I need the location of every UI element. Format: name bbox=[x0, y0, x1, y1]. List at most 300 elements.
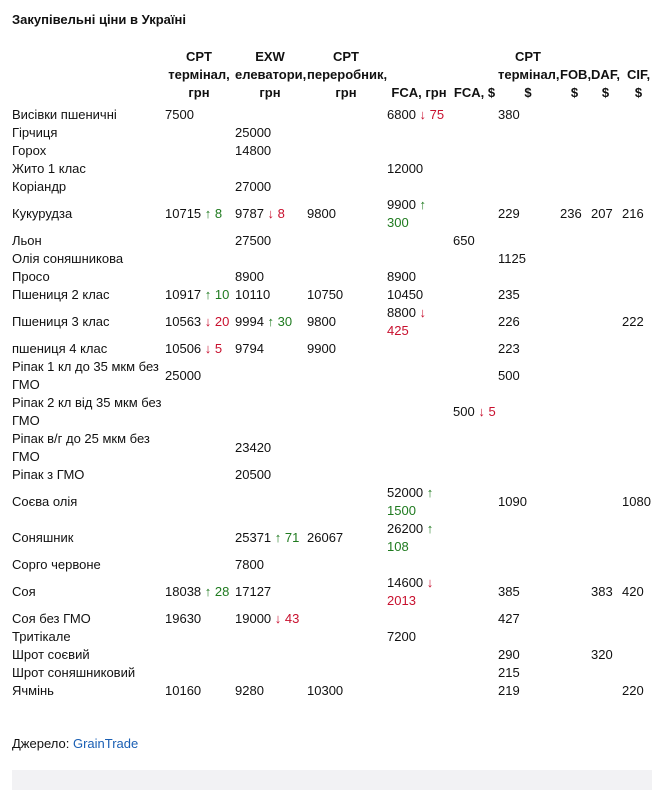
price-cell bbox=[163, 268, 233, 286]
price-cell bbox=[305, 646, 385, 664]
table-row bbox=[10, 682, 655, 700]
price-value: 26200 bbox=[387, 521, 424, 536]
price-cell bbox=[620, 178, 655, 196]
price-cell bbox=[451, 520, 496, 556]
price-cell bbox=[233, 394, 305, 430]
price-cell bbox=[589, 340, 620, 358]
price-cell bbox=[451, 250, 496, 268]
footer-bar bbox=[12, 770, 652, 790]
table-row bbox=[10, 160, 655, 178]
price-cell bbox=[233, 628, 305, 646]
price-cell bbox=[496, 520, 558, 556]
price-cell bbox=[496, 250, 558, 268]
price-cell bbox=[589, 520, 620, 556]
price-cell bbox=[496, 466, 558, 484]
price-cell bbox=[558, 520, 589, 556]
price-cell bbox=[163, 124, 233, 142]
arrow-down-icon: ↓ bbox=[204, 341, 212, 356]
arrow-down-icon: ↓ bbox=[419, 107, 427, 122]
price-cell bbox=[558, 628, 589, 646]
price-cell bbox=[305, 430, 385, 466]
price-cell bbox=[233, 556, 305, 574]
price-change: 71 bbox=[284, 530, 300, 545]
price-cell bbox=[163, 196, 233, 232]
price-cell bbox=[589, 430, 620, 466]
commodity-name: Тритікале bbox=[12, 629, 71, 644]
price-cell bbox=[385, 250, 451, 268]
price-cell bbox=[558, 556, 589, 574]
price-cell bbox=[496, 430, 558, 466]
price-value: 427 bbox=[498, 611, 520, 626]
price-cell bbox=[558, 178, 589, 196]
price-cell bbox=[385, 556, 451, 574]
price-cell bbox=[163, 106, 233, 124]
price-cell bbox=[451, 124, 496, 142]
price-cell bbox=[305, 124, 385, 142]
price-cell bbox=[558, 232, 589, 250]
price-value: 6800 bbox=[387, 107, 416, 122]
price-cell bbox=[385, 304, 451, 340]
price-cell bbox=[305, 574, 385, 610]
column-header: CIF, $ bbox=[626, 67, 651, 100]
price-cell bbox=[305, 286, 385, 304]
price-value: 500 bbox=[498, 368, 520, 383]
price-cell bbox=[558, 466, 589, 484]
price-cell bbox=[163, 610, 233, 628]
column-header: DAF, $ bbox=[591, 67, 620, 100]
price-cell bbox=[451, 340, 496, 358]
table-row bbox=[10, 178, 655, 196]
price-cell bbox=[558, 124, 589, 142]
table-row bbox=[10, 628, 655, 646]
price-value: 220 bbox=[622, 683, 644, 698]
price-value: 10450 bbox=[387, 287, 424, 302]
price-cell bbox=[233, 520, 305, 556]
price-cell bbox=[496, 358, 558, 394]
commodity-name: Ріпак в/г до 25 мкм без ГМО bbox=[12, 431, 150, 464]
price-cell bbox=[589, 196, 620, 232]
price-cell bbox=[558, 574, 589, 610]
price-cell bbox=[233, 124, 305, 142]
price-cell bbox=[163, 340, 233, 358]
table-row bbox=[10, 520, 655, 556]
price-cell bbox=[163, 682, 233, 700]
price-value: 215 bbox=[498, 665, 520, 680]
price-cell bbox=[385, 232, 451, 250]
price-cell bbox=[620, 232, 655, 250]
price-cell bbox=[451, 142, 496, 160]
price-cell bbox=[233, 574, 305, 610]
price-cell bbox=[558, 340, 589, 358]
price-value: 219 bbox=[498, 683, 520, 698]
price-value: 236 bbox=[560, 206, 582, 221]
column-header: EXW елеватори, грн bbox=[235, 49, 307, 100]
column-header: FCA, $ bbox=[453, 85, 496, 100]
price-value: 10110 bbox=[235, 287, 271, 302]
commodity-name: пшениця 4 клас bbox=[12, 341, 108, 356]
price-value: 385 bbox=[498, 584, 520, 599]
table-row bbox=[10, 646, 655, 664]
price-cell bbox=[385, 484, 451, 520]
price-cell bbox=[620, 556, 655, 574]
price-cell bbox=[451, 268, 496, 286]
price-value: 650 bbox=[453, 233, 475, 248]
price-value: 27500 bbox=[235, 233, 272, 248]
price-change: 300 bbox=[387, 215, 409, 230]
price-cell bbox=[163, 556, 233, 574]
price-value: 8900 bbox=[387, 269, 416, 284]
table-row bbox=[10, 106, 655, 124]
price-cell bbox=[620, 106, 655, 124]
price-cell bbox=[451, 646, 496, 664]
column-header: CPT термінал, грн bbox=[168, 49, 230, 100]
price-value: 9794 bbox=[235, 341, 264, 356]
price-cell bbox=[233, 250, 305, 268]
price-cell bbox=[589, 358, 620, 394]
price-cell bbox=[620, 430, 655, 466]
price-change: 30 bbox=[277, 314, 293, 329]
price-cell bbox=[589, 556, 620, 574]
commodity-name: Гірчиця bbox=[12, 125, 58, 140]
table-row bbox=[10, 466, 655, 484]
price-cell bbox=[163, 484, 233, 520]
price-cell bbox=[385, 160, 451, 178]
price-cell bbox=[451, 178, 496, 196]
price-cell bbox=[233, 610, 305, 628]
price-cell bbox=[496, 124, 558, 142]
price-cell bbox=[451, 682, 496, 700]
table-row bbox=[10, 250, 655, 268]
price-cell bbox=[451, 232, 496, 250]
price-cell bbox=[589, 466, 620, 484]
arrow-down-icon: ↓ bbox=[267, 206, 275, 221]
price-change: 20 bbox=[214, 314, 230, 329]
table-row bbox=[10, 664, 655, 682]
price-cell bbox=[620, 664, 655, 682]
table-header-row bbox=[10, 48, 655, 106]
table-row bbox=[10, 142, 655, 160]
price-cell bbox=[589, 178, 620, 196]
price-cell bbox=[496, 268, 558, 286]
price-cell bbox=[305, 556, 385, 574]
price-cell bbox=[558, 358, 589, 394]
source-line bbox=[12, 736, 138, 751]
price-cell bbox=[589, 304, 620, 340]
price-cell bbox=[620, 484, 655, 520]
price-value: 19630 bbox=[165, 611, 202, 626]
price-change: 5 bbox=[488, 404, 496, 419]
table-row bbox=[10, 430, 655, 466]
price-value: 420 bbox=[622, 584, 644, 599]
price-cell bbox=[558, 682, 589, 700]
price-cell bbox=[305, 178, 385, 196]
price-cell bbox=[589, 664, 620, 682]
price-cell bbox=[233, 484, 305, 520]
price-value: 229 bbox=[498, 206, 520, 221]
price-value: 9994 bbox=[235, 314, 264, 329]
price-cell bbox=[163, 142, 233, 160]
table-row bbox=[10, 268, 655, 286]
price-cell bbox=[496, 232, 558, 250]
price-cell bbox=[451, 430, 496, 466]
table-row bbox=[10, 574, 655, 610]
price-cell bbox=[233, 358, 305, 394]
price-cell bbox=[233, 160, 305, 178]
price-cell bbox=[496, 682, 558, 700]
arrow-down-icon: ↓ bbox=[426, 575, 434, 590]
price-cell bbox=[620, 340, 655, 358]
price-cell bbox=[558, 106, 589, 124]
price-cell bbox=[620, 610, 655, 628]
arrow-up-icon: ↑ bbox=[419, 197, 427, 212]
arrow-up-icon: ↑ bbox=[204, 287, 212, 302]
price-cell bbox=[305, 106, 385, 124]
price-value: 10160 bbox=[165, 683, 202, 698]
price-value: 25371 bbox=[235, 530, 272, 545]
table-row bbox=[10, 124, 655, 142]
table-row bbox=[10, 340, 655, 358]
price-cell bbox=[451, 484, 496, 520]
table-row bbox=[10, 358, 655, 394]
price-value: 23420 bbox=[235, 440, 272, 455]
price-cell bbox=[496, 484, 558, 520]
price-cell bbox=[496, 304, 558, 340]
column-header: FCA, грн bbox=[391, 85, 447, 100]
price-cell bbox=[305, 358, 385, 394]
price-cell bbox=[233, 466, 305, 484]
price-cell bbox=[385, 682, 451, 700]
price-cell bbox=[233, 664, 305, 682]
price-value: 10300 bbox=[307, 683, 344, 698]
price-cell bbox=[385, 268, 451, 286]
commodity-name: Льон bbox=[12, 233, 42, 248]
price-change: 5 bbox=[214, 341, 223, 356]
price-cell bbox=[233, 430, 305, 466]
price-cell bbox=[496, 196, 558, 232]
commodity-name: Олія соняшникова bbox=[12, 251, 124, 266]
price-cell bbox=[163, 250, 233, 268]
price-cell bbox=[496, 664, 558, 682]
price-cell bbox=[620, 304, 655, 340]
price-cell bbox=[589, 142, 620, 160]
price-cell bbox=[496, 142, 558, 160]
price-value: 320 bbox=[591, 647, 613, 662]
price-cell bbox=[620, 124, 655, 142]
table-row bbox=[10, 286, 655, 304]
price-cell bbox=[385, 106, 451, 124]
price-cell bbox=[496, 556, 558, 574]
price-value: 207 bbox=[591, 206, 613, 221]
price-cell bbox=[451, 610, 496, 628]
price-cell bbox=[620, 160, 655, 178]
price-value: 1125 bbox=[498, 251, 526, 266]
price-cell bbox=[385, 466, 451, 484]
commodity-name: Просо bbox=[12, 269, 50, 284]
commodity-name: Сорго червоне bbox=[12, 557, 101, 572]
price-cell bbox=[233, 196, 305, 232]
price-cell bbox=[558, 268, 589, 286]
price-value: 18038 bbox=[165, 584, 202, 599]
price-cell bbox=[620, 646, 655, 664]
price-cell bbox=[620, 628, 655, 646]
commodity-name: Пшениця 3 клас bbox=[12, 314, 110, 329]
source-label: Джерело: bbox=[12, 736, 70, 751]
price-cell bbox=[233, 304, 305, 340]
price-change: 8 bbox=[214, 206, 223, 221]
arrow-down-icon: ↓ bbox=[419, 305, 427, 320]
price-cell bbox=[233, 142, 305, 160]
price-cell bbox=[451, 106, 496, 124]
price-cell bbox=[558, 142, 589, 160]
price-cell bbox=[385, 196, 451, 232]
price-cell bbox=[385, 124, 451, 142]
price-change: 8 bbox=[277, 206, 285, 221]
price-cell bbox=[620, 142, 655, 160]
price-cell bbox=[558, 286, 589, 304]
price-cell bbox=[620, 286, 655, 304]
price-cell bbox=[163, 232, 233, 250]
price-cell bbox=[451, 466, 496, 484]
price-value: 1090 bbox=[498, 494, 527, 509]
table-row bbox=[10, 304, 655, 340]
price-value: 9900 bbox=[387, 197, 416, 212]
price-cell bbox=[385, 178, 451, 196]
arrow-down-icon: ↓ bbox=[204, 314, 212, 329]
price-cell bbox=[305, 628, 385, 646]
price-cell bbox=[496, 160, 558, 178]
price-cell bbox=[163, 358, 233, 394]
price-cell bbox=[163, 628, 233, 646]
commodity-name: Висівки пшеничні bbox=[12, 107, 117, 122]
price-cell bbox=[233, 682, 305, 700]
column-header: FOB, $ bbox=[560, 67, 592, 100]
price-cell bbox=[496, 646, 558, 664]
price-value: 25000 bbox=[165, 368, 202, 383]
price-cell bbox=[589, 106, 620, 124]
price-cell bbox=[305, 250, 385, 268]
price-cell bbox=[163, 646, 233, 664]
price-change: 2013 bbox=[387, 593, 416, 608]
price-cell bbox=[558, 196, 589, 232]
price-cell bbox=[451, 556, 496, 574]
price-value: 10917 bbox=[165, 287, 202, 302]
column-header: CPT термінал, $ bbox=[498, 49, 560, 100]
price-cell bbox=[620, 520, 655, 556]
commodity-name: Соя bbox=[12, 584, 36, 599]
price-cell bbox=[620, 466, 655, 484]
price-value: 25000 bbox=[235, 125, 272, 140]
price-change: 425 bbox=[387, 323, 409, 338]
price-cell bbox=[451, 358, 496, 394]
price-cell bbox=[451, 196, 496, 232]
arrow-up-icon: ↑ bbox=[426, 521, 434, 536]
price-cell bbox=[233, 286, 305, 304]
commodity-name: Горох bbox=[12, 143, 47, 158]
price-cell bbox=[305, 682, 385, 700]
column-header: CPT переробник, грн bbox=[307, 49, 388, 100]
price-value: 7500 bbox=[165, 107, 194, 122]
commodity-name: Ячмінь bbox=[12, 683, 54, 698]
price-cell bbox=[589, 268, 620, 286]
price-cell bbox=[163, 304, 233, 340]
price-cell bbox=[163, 286, 233, 304]
price-cell bbox=[385, 520, 451, 556]
arrow-up-icon: ↑ bbox=[204, 584, 212, 599]
price-cell bbox=[589, 610, 620, 628]
price-cell bbox=[558, 304, 589, 340]
price-value: 500 bbox=[453, 404, 475, 419]
price-cell bbox=[496, 610, 558, 628]
price-cell bbox=[496, 394, 558, 430]
price-change: 28 bbox=[214, 584, 230, 599]
source-link[interactable]: GrainTrade bbox=[72, 736, 139, 751]
price-cell bbox=[305, 340, 385, 358]
price-cell bbox=[620, 574, 655, 610]
price-value: 216 bbox=[622, 206, 644, 221]
price-cell bbox=[451, 304, 496, 340]
column-header bbox=[10, 48, 163, 106]
price-value: 235 bbox=[498, 287, 520, 302]
price-cell bbox=[305, 142, 385, 160]
price-cell bbox=[589, 124, 620, 142]
price-cell bbox=[620, 682, 655, 700]
table-row bbox=[10, 394, 655, 430]
prices-table bbox=[10, 48, 655, 700]
price-cell bbox=[620, 358, 655, 394]
price-cell bbox=[305, 304, 385, 340]
price-value: 52000 bbox=[387, 485, 424, 500]
arrow-down-icon: ↓ bbox=[478, 404, 485, 419]
commodity-name: Соняшник bbox=[12, 530, 74, 545]
price-cell bbox=[305, 394, 385, 430]
commodity-name: Ріпак 2 кл від 35 мкм без ГМО bbox=[12, 395, 162, 428]
price-cell bbox=[558, 664, 589, 682]
price-cell bbox=[233, 340, 305, 358]
price-value: 223 bbox=[498, 341, 520, 356]
arrow-up-icon: ↑ bbox=[204, 206, 212, 221]
price-value: 27000 bbox=[235, 179, 272, 194]
table-row bbox=[10, 610, 655, 628]
price-cell bbox=[589, 682, 620, 700]
price-cell bbox=[558, 610, 589, 628]
price-value: 7800 bbox=[235, 557, 264, 572]
price-value: 226 bbox=[498, 314, 520, 329]
price-cell bbox=[589, 250, 620, 268]
price-cell bbox=[620, 196, 655, 232]
price-value: 8900 bbox=[235, 269, 264, 284]
price-cell bbox=[305, 484, 385, 520]
price-cell bbox=[451, 664, 496, 682]
price-value: 222 bbox=[622, 314, 644, 329]
price-change: 108 bbox=[387, 539, 409, 554]
price-value: 26067 bbox=[307, 530, 344, 545]
price-cell bbox=[589, 394, 620, 430]
price-cell bbox=[496, 286, 558, 304]
price-value: 9900 bbox=[307, 341, 336, 356]
arrow-up-icon: ↑ bbox=[274, 530, 282, 545]
price-cell bbox=[558, 250, 589, 268]
price-cell bbox=[589, 628, 620, 646]
price-cell bbox=[305, 520, 385, 556]
price-value: 290 bbox=[498, 647, 520, 662]
price-cell bbox=[496, 574, 558, 610]
price-cell bbox=[305, 610, 385, 628]
price-change: 43 bbox=[284, 611, 300, 626]
price-cell bbox=[558, 430, 589, 466]
price-cell bbox=[305, 466, 385, 484]
price-cell bbox=[451, 394, 496, 430]
price-cell bbox=[163, 430, 233, 466]
